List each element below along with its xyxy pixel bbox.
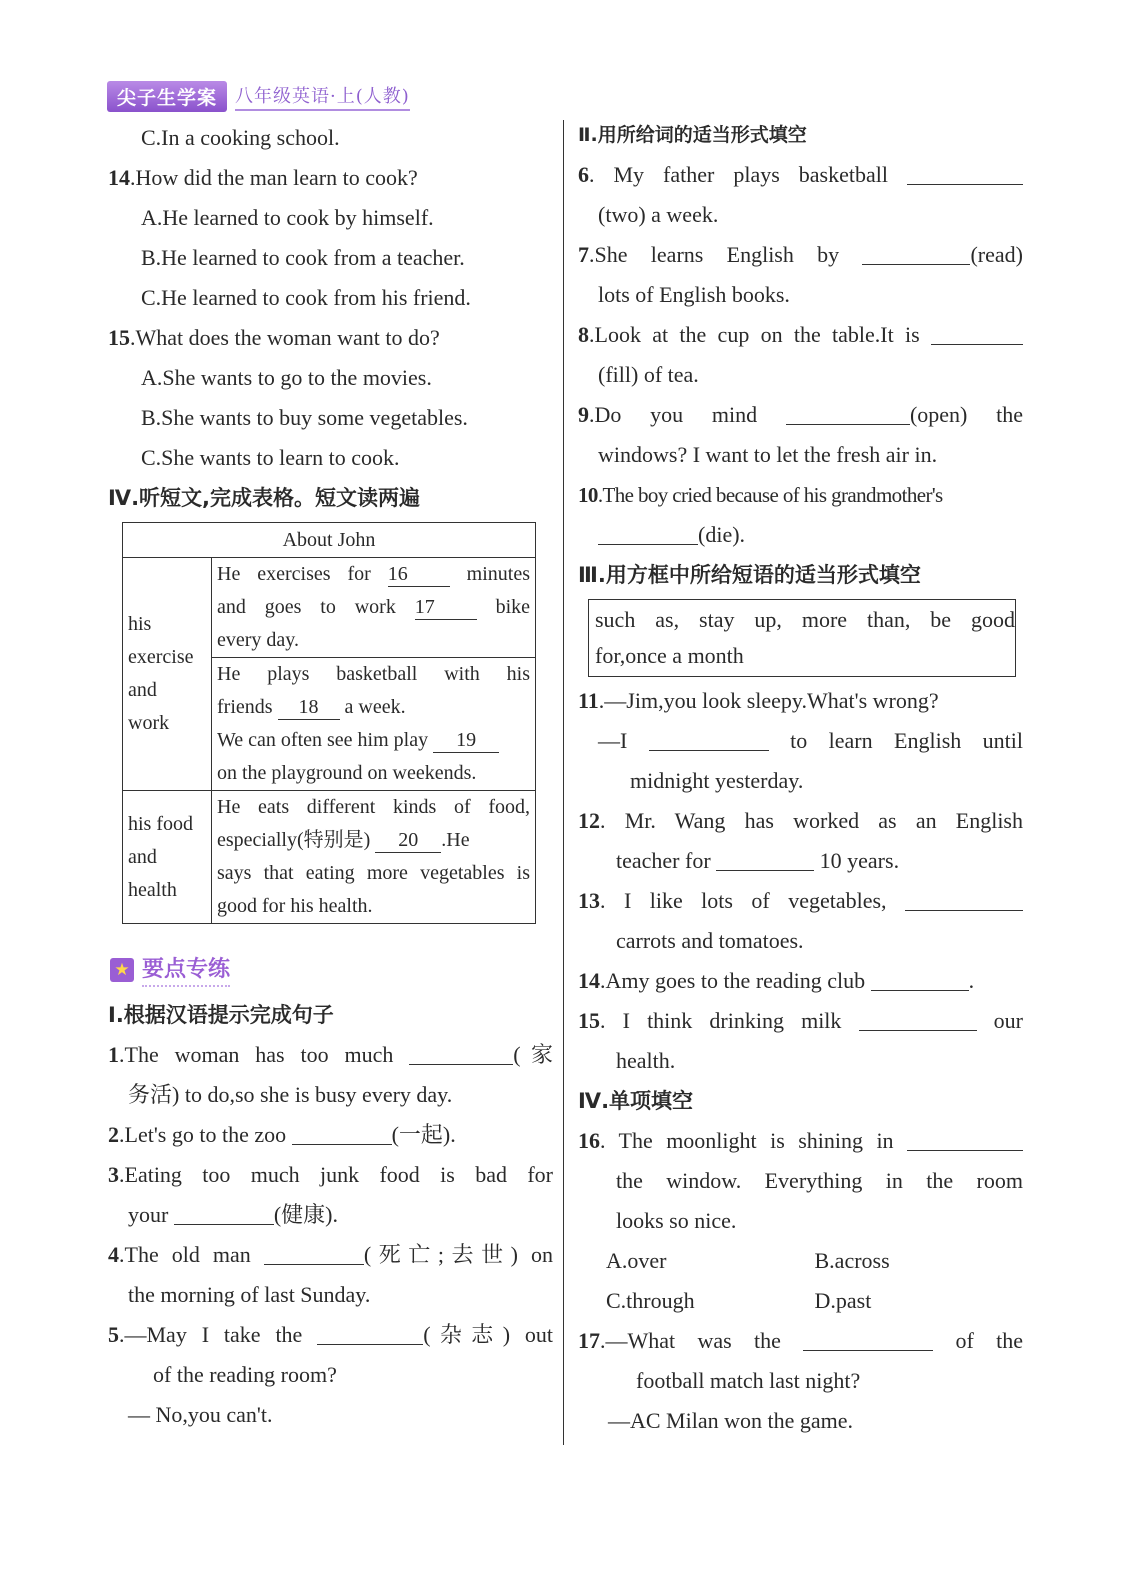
question-text: .What does the woman want to do? (130, 325, 440, 350)
row-label-exercise: his exercise and work (123, 558, 212, 791)
section-heading: Ⅳ.单项填空 (578, 1089, 694, 1113)
question-line: —I to learn English until (598, 728, 1023, 753)
table-cell: He plays basketball with his friends 18 a week. We can often see him play 19 on the playground on weekends. (212, 658, 536, 791)
answer-blank[interactable] (803, 1326, 933, 1351)
question-10: 10.The boy cried because of his grandmother's (578, 483, 943, 507)
question-number: 14 (108, 165, 130, 190)
question-3: 3.Eating too much junk food is bad for (108, 1162, 553, 1187)
choice-option-a[interactable]: A.over (606, 1248, 667, 1273)
answer-blank[interactable] (862, 240, 970, 265)
answer-blank[interactable] (649, 726, 769, 751)
answer-blank[interactable] (907, 160, 1023, 185)
answer-blank[interactable] (598, 520, 698, 545)
question-line: teacher for 10 years. (616, 848, 900, 873)
answer-blank[interactable] (786, 400, 910, 425)
phrase-list: such as, stay up, more than, be good (595, 607, 1015, 632)
table-cell: He eats different kinds of food, especially(特别是) 20 .He says that eating more vegetables is good for his health. (212, 791, 536, 924)
brand-badge: 尖子生学案 (107, 81, 227, 112)
question-line: the window. Everything in the room (616, 1168, 1023, 1193)
question-line: midnight yesterday. (630, 768, 804, 793)
question-17: 17.—What was the of the (578, 1328, 1023, 1353)
question-line: football match last night? (636, 1368, 861, 1393)
option-line: C.He learned to cook from his friend. (141, 285, 471, 310)
blank-19[interactable]: 19 (433, 728, 499, 753)
option-line: B.She wants to buy some vegetables. (141, 405, 468, 430)
question-line: (fill) of tea. (598, 362, 699, 387)
focus-section-title: ★ 要点专练 (110, 952, 230, 987)
blank-16[interactable]: 16 (388, 562, 450, 587)
question-6: 6. My father plays basketball (578, 155, 1023, 195)
answer-blank[interactable] (174, 1200, 274, 1225)
choice-options (578, 1241, 1023, 1281)
question-line: (die). (578, 515, 1023, 555)
blank-20[interactable]: 20 (375, 828, 441, 853)
question-line: —AC Milan won the game. (608, 1408, 854, 1433)
question-7: 7.She learns English by (read) (578, 242, 1023, 267)
question-line: health. (616, 1048, 676, 1073)
question-5: 5.—May I take the (杂志) out (108, 1322, 554, 1347)
answer-blank[interactable] (292, 1120, 392, 1145)
blank-17[interactable]: 17 (415, 595, 477, 620)
phrase-box (588, 599, 1016, 677)
answer-blank[interactable] (905, 886, 1023, 911)
question-line: windows? I want to let the fresh air in. (598, 442, 938, 467)
answer-blank[interactable] (716, 846, 814, 871)
book-subtitle: 八年级英语·上(人教) (235, 82, 410, 111)
answer-blank[interactable] (859, 1006, 977, 1031)
question-line: carrots and tomatoes. (616, 928, 804, 953)
section-heading: Ⅰ.根据汉语提示完成句子 (108, 1003, 334, 1027)
option-line: C.In a cooking school. (141, 125, 340, 150)
question-12: 12. Mr. Wang has worked as an English (578, 808, 1023, 833)
answer-blank[interactable] (409, 1040, 513, 1065)
choice-options (578, 1281, 1023, 1321)
question-9: 9.Do you mind (open) the (578, 402, 1024, 427)
left-column (108, 118, 553, 518)
question-line: (two) a week. (598, 202, 719, 227)
page-header (107, 82, 410, 110)
question-line: of the reading room? (153, 1362, 337, 1387)
question-text: .How did the man learn to cook? (130, 165, 418, 190)
question-number: 15 (108, 325, 130, 350)
question-2: 2.Let's go to the zoo (一起). (108, 1122, 456, 1147)
question-14 (108, 158, 553, 198)
about-john-table (122, 522, 536, 924)
question-14: 14.Amy goes to the reading club . (578, 968, 975, 993)
question-15: 15. I think drinking milk our (578, 1008, 1023, 1033)
right-column (578, 115, 1023, 1441)
phrase-list: for,once a month (595, 643, 744, 668)
option-line: A.She wants to go to the movies. (141, 365, 432, 390)
section-heading: Ⅳ.听短文,完成表格。短文读两遍 (108, 486, 421, 510)
question-15 (108, 318, 553, 358)
question-11: 11.—Jim,you look sleepy.What's wrong? (578, 688, 939, 713)
option-line: B.He learned to cook from a teacher. (141, 245, 465, 270)
question-4: 4.The old man (死亡;去世) on (108, 1242, 554, 1267)
table-header: About John (123, 523, 536, 558)
section-heading: Ⅲ.用方框中所给短语的适当形式填空 (578, 563, 921, 587)
choice-option-c[interactable]: C.through (606, 1288, 695, 1313)
answer-blank[interactable] (317, 1320, 423, 1345)
question-16: 16. The moonlight is shining in (578, 1121, 1023, 1161)
question-line: — No,you can't. (128, 1402, 273, 1427)
question-line: your (健康). (128, 1202, 338, 1227)
option-line: C.She wants to learn to cook. (141, 445, 400, 470)
question-13: 13. I like lots of vegetables, (578, 881, 1023, 921)
section-heading: Ⅱ.用所给词的适当形式填空 (578, 124, 807, 146)
question-1: 1.The woman has too much (家 (108, 1042, 554, 1067)
star-icon: ★ (110, 958, 134, 982)
table-cell: He exercises for 16 minutes and goes to work 17 bike every day. (212, 558, 536, 658)
question-line: the morning of last Sunday. (128, 1282, 371, 1307)
question-8: 8.Look at the cup on the table.It is (578, 315, 1023, 355)
question-line: looks so nice. (616, 1208, 737, 1233)
question-line: lots of English books. (598, 282, 790, 307)
answer-blank[interactable] (931, 320, 1023, 345)
row-label-food: his food and health (123, 791, 212, 924)
answer-blank[interactable] (907, 1126, 1023, 1151)
answer-blank[interactable] (264, 1240, 364, 1265)
option-line: A.He learned to cook by himself. (141, 205, 434, 230)
column-divider (563, 120, 564, 1445)
question-line: 务活) to do,so she is busy every day. (128, 1082, 453, 1107)
left-column-exercises (108, 995, 553, 1435)
choice-option-d[interactable]: D.past (814, 1288, 872, 1313)
blank-18[interactable]: 18 (278, 695, 340, 720)
choice-option-b[interactable]: B.across (814, 1248, 890, 1273)
answer-blank[interactable] (871, 966, 969, 991)
